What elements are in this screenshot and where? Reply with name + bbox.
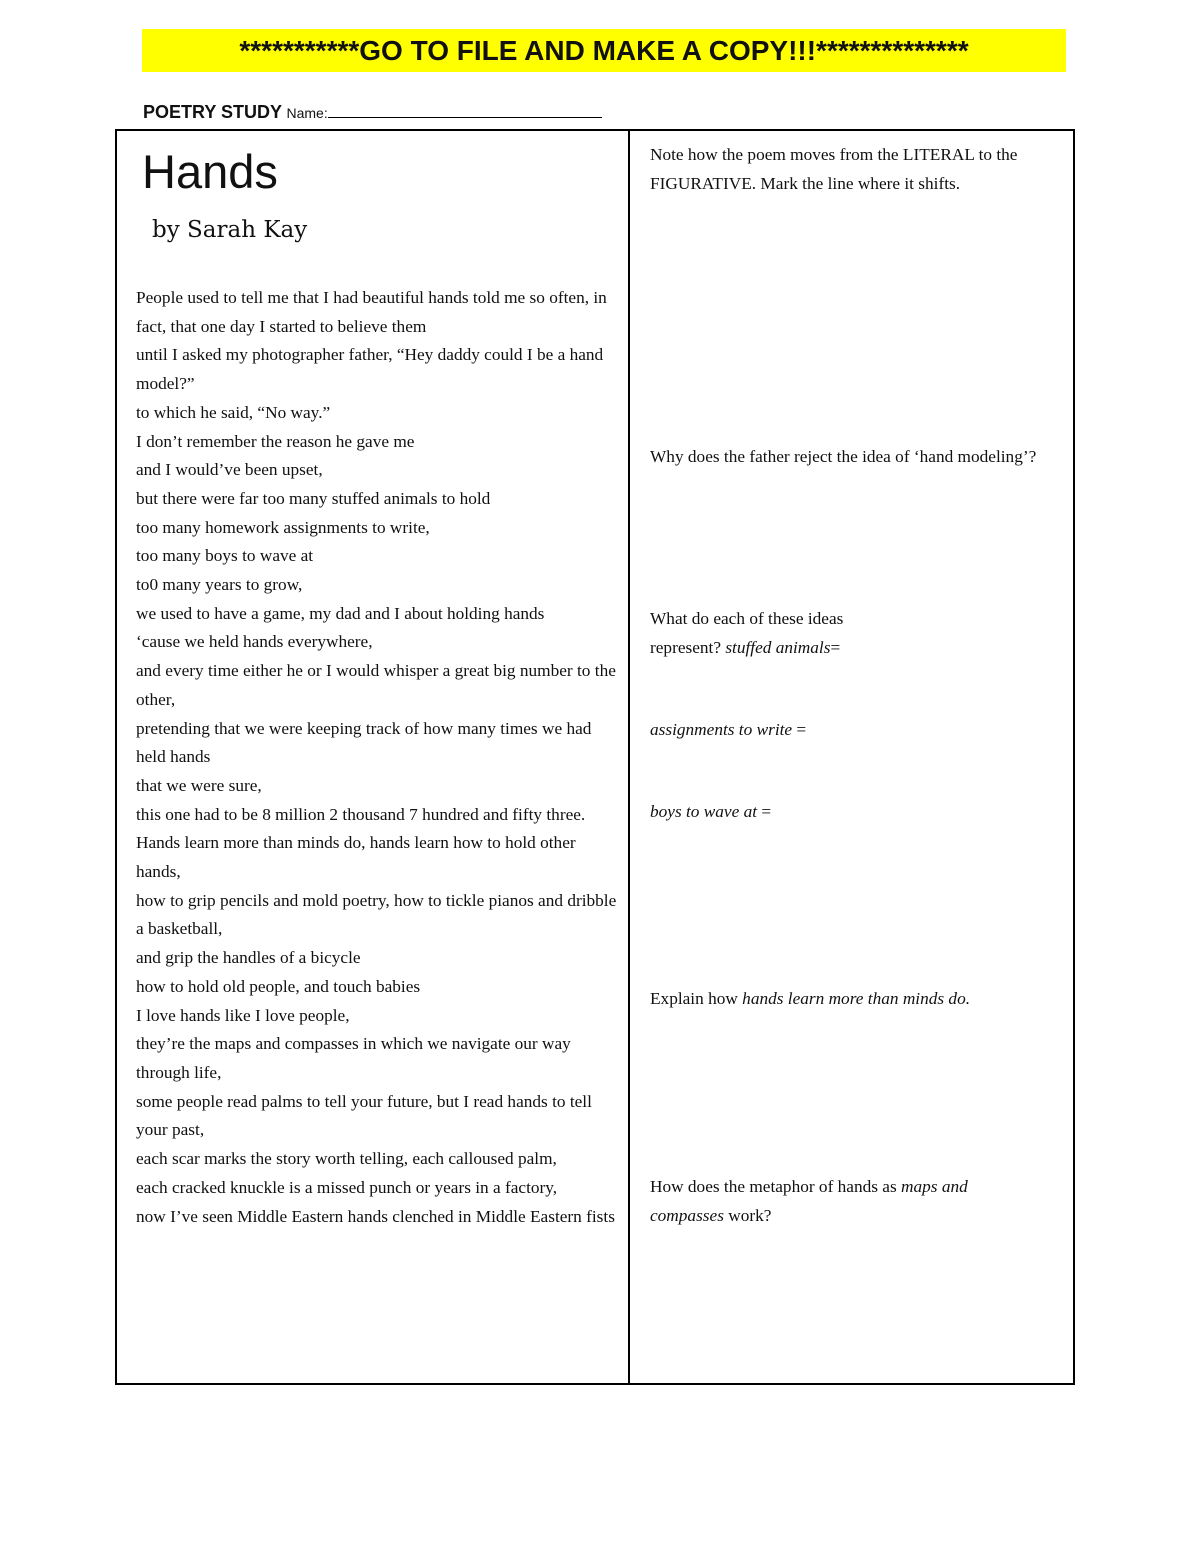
poem-text [136,284,618,1231]
idea-equals: = [830,637,841,657]
idea-assignments-line [650,716,1060,745]
question-hands-learn [650,985,1060,1014]
column-divider [628,129,630,1385]
question-compasses-word: and compasses [650,1177,968,1225]
name-blank-line [328,105,602,118]
idea-assignments: assignments to write [650,720,793,739]
poem-line: how to grip pencils and mold poetry, how to tickle pianos and dribble a basketball, [136,890,617,939]
poem-line: too many boys to wave at [136,546,314,566]
poem-line: each cracked knuckle is a missed punch or years in a factory, [136,1177,558,1197]
question-literal-figurative: Note how the poem moves from the LITERAL to the FIGURATIVE. Mark the line where it shifts. [650,145,1018,193]
poem-line: some people read palms to tell your future, but I read hands to tell your past, [136,1091,592,1140]
poem-author: by Sarah Kay [152,217,308,243]
question-maps-text: How does the metaphor of hands as [650,1177,897,1196]
poem-line: and every time either he or I would whisper a great big number to the other, [136,661,616,709]
question-maps-compasses [650,1173,1010,1230]
question-hands-learn-text: Explain how [650,989,738,1008]
poem-line: each scar marks the story worth telling, each calloused palm, [136,1149,557,1169]
poem-line: Hands learn more than minds do, hands learn how to hold other hands, [136,833,576,882]
poem-line: I don’t remember the reason he gave me [136,431,415,451]
poem-line: we used to have a game, my dad and I about holding hands [136,603,545,623]
poem-line: ‘cause we held hands everywhere, [136,632,373,652]
worksheet-title: POETRY STUDY [143,102,283,122]
poem-line: how to hold old people, and touch babies [136,976,421,996]
poem-line: People used to tell me that I had beautiful hands told me so often, in fact, that one day I started to believe them [136,288,607,336]
poem-line: that we were sure, [136,775,262,795]
question-maps-word: maps [901,1177,938,1196]
idea-boys: boys to wave at [650,802,758,821]
poem-line: until I asked my photographer father, “Hey daddy could I be a hand model?” [136,345,604,394]
question-father-reject: Why does the father reject the idea of ‘hand modeling’? [650,447,1037,466]
idea-equals: = [792,720,807,739]
name-label: Name: [286,105,328,121]
poem-title: Hands [142,145,278,198]
poem-line: to which he said, “No way.” [136,402,331,422]
question-ideas-text: What do each of these ideas represent? [650,609,844,657]
poem-line: but there were far too many stuffed animals to hold [136,488,491,508]
question-maps-end: work? [728,1205,772,1225]
poem-line: and grip the handles of a bicycle [136,948,361,968]
question-hands-learn-quote: hands learn more than minds do. [742,989,971,1008]
poem-line: I love hands like I love people, [136,1005,350,1025]
poem-line: pretending that we were keeping track of how many times we had held hands [136,718,592,767]
idea-equals: = [757,802,772,821]
poem-line: this one had to be 8 million 2 thousand 7 hundred and fifty three. [136,804,586,824]
poem-line: too many homework assignments to write, [136,517,430,537]
poem-line: to0 many years to grow, [136,575,303,595]
poem-line: now I’ve seen Middle Eastern hands clenched in Middle Eastern fists [136,1206,615,1226]
idea-stuffed-animals: stuffed animals [725,637,831,657]
poem-line: they’re the maps and compasses in which we navigate our way through life, [136,1034,571,1082]
question-ideas-represent [650,605,910,662]
worksheet-header [143,102,602,123]
idea-boys-line [650,798,1060,827]
poem-line: and I would’ve been upset, [136,460,323,480]
copy-instruction-banner: ***********GO TO FILE AND MAKE A COPY!!!************** [142,29,1066,72]
